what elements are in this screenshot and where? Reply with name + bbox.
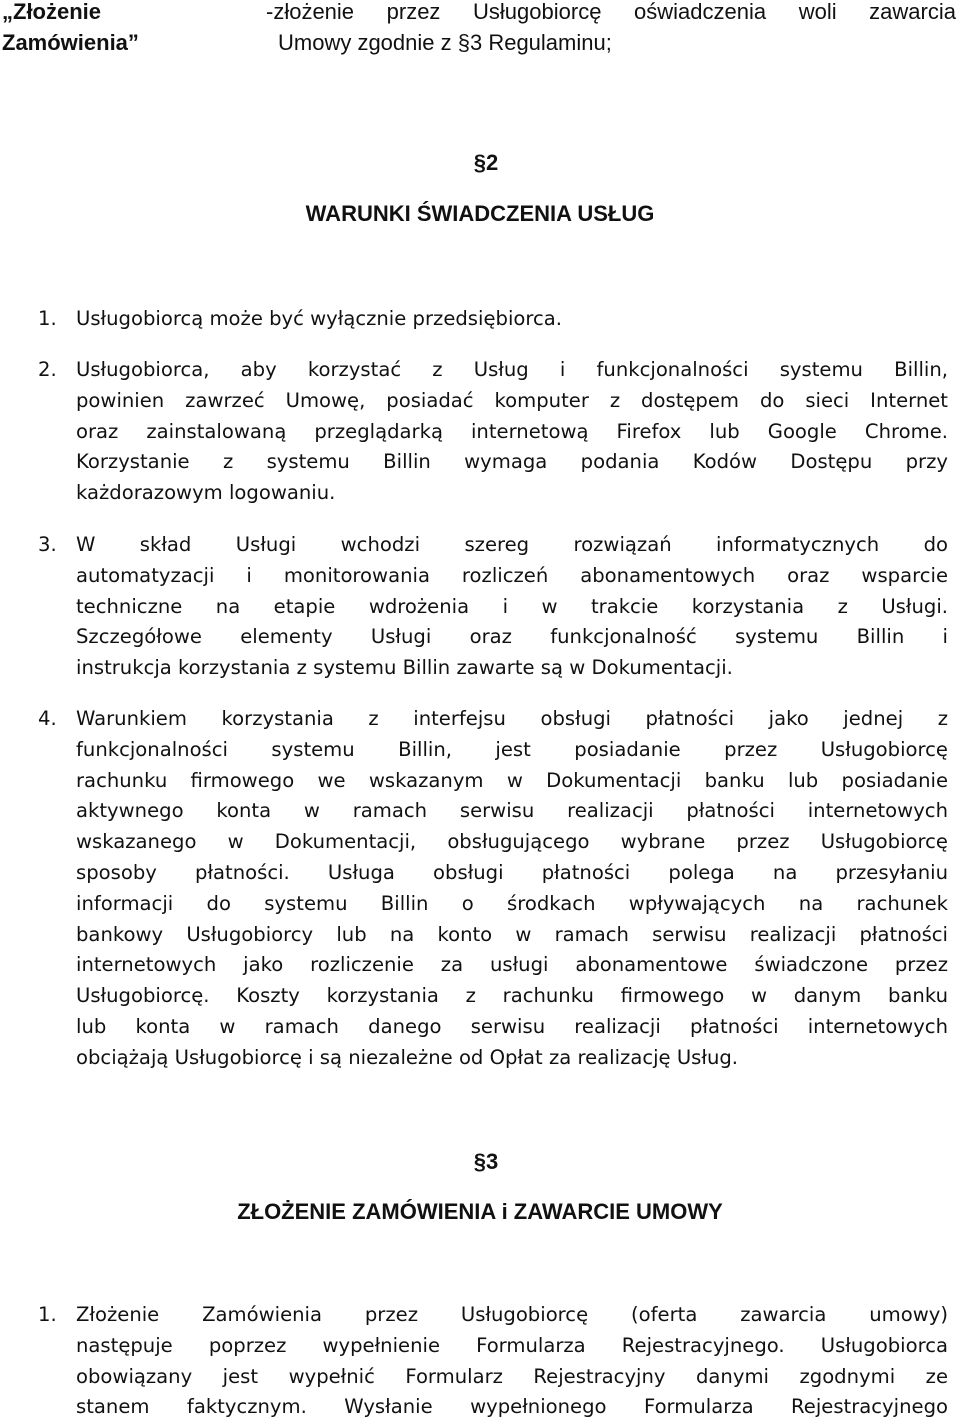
text-line: aktywnego konta w ramach serwisu realizacji płatności internetowych: [76, 799, 948, 823]
section-number: §3: [473, 1149, 499, 1174]
list-item-text: [76, 1300, 948, 1423]
text-line: sposoby płatności. Usługa obsługi płatności polega na przesyłaniu: [76, 860, 948, 884]
list-item: [38, 704, 948, 1074]
list-item-text: [76, 530, 948, 684]
text-line: Usługobiorcę. Koszty korzystania z rachunku firmowego w danym banku: [76, 984, 948, 1008]
text-line: wskazanego w Dokumentacji, obsługującego wybrane przez Usługobiorcę: [76, 830, 948, 854]
text-line: stanem faktycznym. Wysłanie wypełnionego Formularza Rejestracyjnego: [76, 1395, 948, 1419]
text-line: obowiązany jest wypełnić Formularz Rejestracyjny danymi zgodnymi ze: [76, 1364, 948, 1388]
list-item: [38, 355, 948, 509]
text-line: następuje poprzez wypełnienie Formularza Rejestracyjnego. Usługobiorca: [76, 1333, 948, 1357]
list-item: [38, 530, 948, 684]
list-item: [38, 1300, 948, 1423]
text-line: powinien zawrzeć Umowę, posiadać komputer z dostępem do sieci Internet: [76, 388, 948, 412]
list-item-text: [76, 355, 948, 509]
text-line: rachunku firmowego we wskazanym w Dokumentacji banku lub posiadanie: [76, 768, 948, 792]
list-item-number: 1.: [38, 307, 57, 330]
text-line: lub konta w ramach danego serwisu realizacji płatności internetowych: [76, 1014, 948, 1038]
text-line: Złożenie Zamówienia przez Usługobiorcę (oferta zawarcia umowy): [76, 1303, 948, 1326]
text-line: Usługobiorca, aby korzystać z Usług i funkcjonalności systemu Billin,: [76, 358, 948, 381]
text-line: bankowy Usługobiorcy lub na konto w ramach serwisu realizacji płatności: [76, 922, 948, 946]
section-number: §2: [473, 150, 499, 175]
text-line: Usługobiorcą może być wyłącznie przedsiębiorca.: [76, 307, 563, 330]
text-line: internetowych jako rozliczenie za usługi abonamentowe świadczone przez: [76, 953, 948, 977]
section-title: WARUNKI ŚWIADCZENIA USŁUG: [305, 201, 655, 226]
text-line: instrukcja korzystania z systemu Billin zawarte są w Dokumentacji.: [76, 656, 733, 680]
list-item-number: 1.: [38, 1303, 57, 1326]
text-line: Warunkiem korzystania z interfejsu obsługi płatności jako jednej z: [76, 707, 948, 730]
text-line: obciążają Usługobiorcę i są niezależne od Opłat za realizację Usług.: [76, 1045, 739, 1069]
list-item-number: 3.: [38, 533, 57, 556]
text-line: informacji do systemu Billin o środkach wpływających na rachunek: [76, 891, 948, 915]
list-item-number: 2.: [38, 358, 57, 381]
definition-term: „Złożenie Zamówienia”: [2, 0, 139, 55]
section-title: ZŁOŻENIE ZAMÓWIENIA i ZAWARCIE UMOWY: [237, 1199, 723, 1224]
list-item-number: 4.: [38, 707, 57, 730]
definition-description: [266, 0, 956, 58]
list-item-text: [76, 704, 948, 1074]
text-line: techniczne na etapie wdrożenia i w trakcie korzystania z Usługi.: [76, 594, 948, 618]
list-item-text: [76, 304, 948, 335]
definition-row: [0, 0, 960, 70]
text-line: każdorazowym logowaniu.: [76, 481, 336, 505]
definition-description-line: -złożenie przez Usługobiorcę oświadczenia woli zawarcia: [266, 0, 956, 24]
text-line: Szczegółowe elementy Usługi oraz funkcjonalność systemu Billin i: [76, 625, 948, 649]
text-line: funkcjonalności systemu Billin, jest posiadanie przez Usługobiorcę: [76, 737, 948, 761]
text-line: oraz zainstalowaną przeglądarką internetową Firefox lub Google Chrome.: [76, 419, 948, 443]
definition-description-line: Umowy zgodnie z §3 Regulaminu;: [278, 30, 612, 55]
text-line: automatyzacji i monitorowania rozliczeń abonamentowych oraz wsparcie: [76, 563, 948, 587]
text-line: W skład Usługi wchodzi szereg rozwiązań informatycznych do: [76, 533, 948, 556]
text-line: Korzystanie z systemu Billin wymaga podania Kodów Dostępu przy: [76, 450, 948, 474]
list-item: [38, 304, 948, 335]
